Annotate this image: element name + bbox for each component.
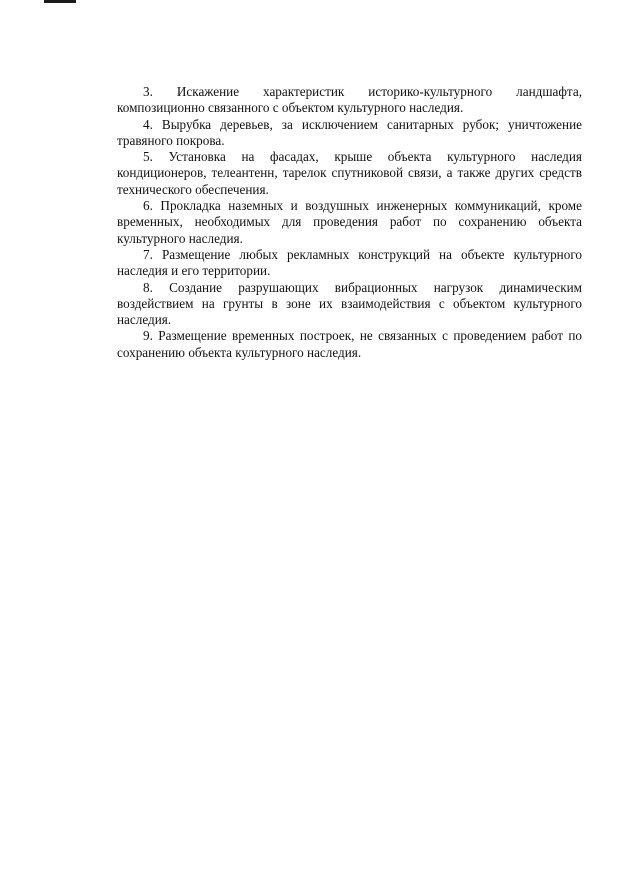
list-item-4: 4. Вырубка деревьев, за исключением санитарных рубок; уничтожение травяного покрова. <box>117 116 582 148</box>
list-item-8: 8. Создание разрушающих вибрационных нагрузок динамическим воздействием на грунты в зоне их взаимодействия с объектом культурного наследия. <box>117 279 582 328</box>
list-item-9: 9. Размещение временных построек, не связанных с проведением работ по сохранению объекта культурного наследия. <box>117 328 582 360</box>
list-item-6: 6. Прокладка наземных и воздушных инженерных коммуникаций, кроме временных, необходимых для проведения работ по сохранению объекта культурного наследия. <box>117 198 582 246</box>
list-item-3: 3. Искажение характеристик историко-культурного ландшафта, композиционно связанного с объектом культурного наследия. <box>117 84 582 116</box>
document-body <box>117 84 582 361</box>
scan-edge-mark <box>44 0 76 3</box>
list-item-5: 5. Установка на фасадах, крыше объекта культурного наследия кондиционеров, телеантенн, тарелок спутниковой связи, а также других средств технического обеспечения. <box>117 149 582 197</box>
list-item-7: 7. Размещение любых рекламных конструкций на объекте культурного наследия и его территории. <box>117 246 582 279</box>
